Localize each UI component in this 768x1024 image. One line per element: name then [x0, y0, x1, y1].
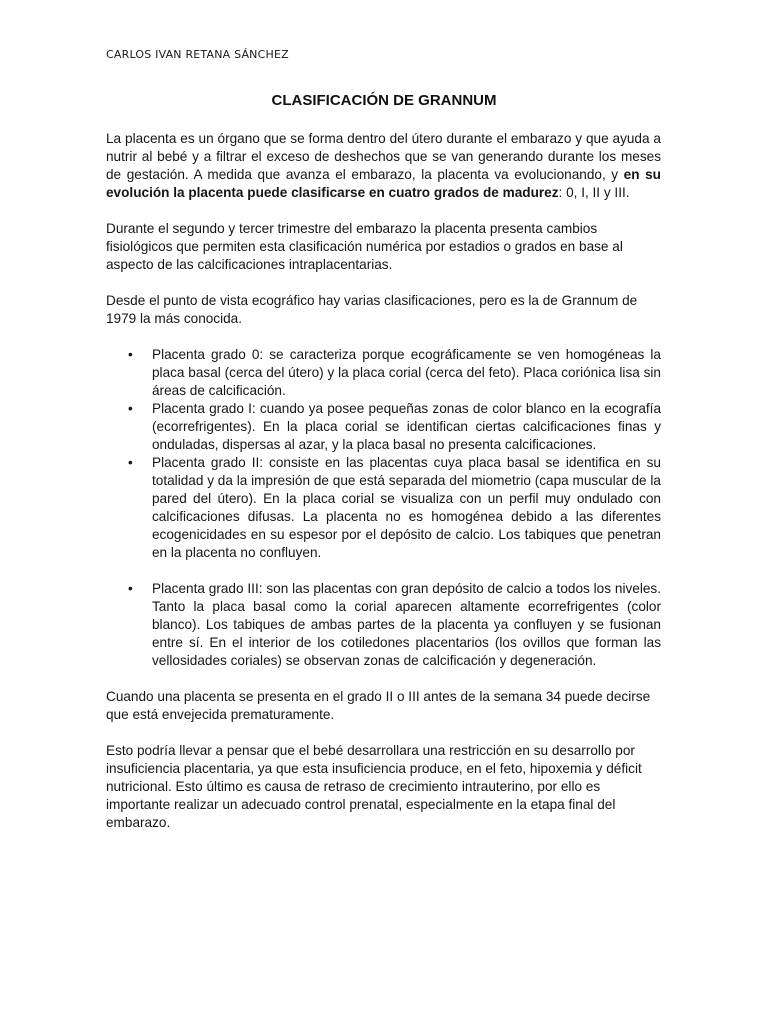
list-item-grade-1 — [128, 400, 661, 454]
document-body — [106, 130, 661, 850]
grade-2-text: Placenta grado II: consiste en las placentas cuya placa basal se identifica en su totalidad y da la impresión de que está separada del miometrio (capa muscular de la pared del útero). En la placa corial se visualiza con un perfil muy ondulado con calcificaciones difusas. La placenta no es homogénea debido a las diferentes ecogenicidades en su espesor por el depósito de calcio. Los tabiques que penetran en la placenta no confluyen. — [152, 455, 661, 560]
paragraph-grannum: Desde el punto de vista ecográfico hay varias clasificaciones, pero es la de Grannum de 1979 la más conocida. — [106, 293, 638, 326]
list-item-grade-0 — [128, 346, 661, 400]
paragraph-premature: Cuando una placenta se presenta en el grado II o III antes de la semana 34 puede decirse que está envejecida prematuramente. — [106, 689, 651, 722]
paragraph-insufficiency: Esto podría llevar a pensar que el bebé desarrollara una restricción en su desarrollo por insuficiencia placentaria, ya que esta insuficiencia produce, en el feto, hipoxemia y déficit nutricional. Esto último es causa de retraso de crecimiento intrauterino, por ello es importante realizar un adecuado control prenatal, especialmente en la etapa final del embarazo. — [106, 743, 642, 830]
paragraph-intro — [106, 130, 661, 202]
bullet-icon: • — [128, 401, 133, 416]
author-header: CARLOS IVAN RETANA SÁNCHEZ — [106, 48, 289, 61]
list-item-grade-3 — [128, 580, 661, 670]
bullet-icon: • — [128, 455, 133, 470]
grade-0-text: Placenta grado 0: se caracteriza porque ecográficamente se ven homogéneas la placa basal (cerca del útero) y la placa corial (cerca del feto). Placa coriónica lisa sin áreas de calcificación. — [152, 347, 661, 398]
paragraph-intro-bold: en su evolución la placenta puede clasificarse en cuatro grados de madurez — [106, 167, 661, 200]
bullet-icon: • — [128, 347, 133, 362]
paragraph-trimester: Durante el segundo y tercer trimestre del embarazo la placenta presenta cambios fisiológicos que permiten esta clasificación numérica por estadios o grados en base al aspecto de las calcificaciones intraplacentarias. — [106, 221, 623, 272]
document-title: CLASIFICACIÓN DE GRANNUM — [271, 92, 497, 109]
list-item-grade-2 — [128, 454, 661, 562]
bullet-icon: • — [128, 581, 133, 596]
grades-list — [106, 346, 661, 670]
paragraph-intro-end: : 0, I, II y III. — [558, 185, 630, 200]
grade-3-text: Placenta grado III: son las placentas con gran depósito de calcio a todos los niveles. Tanto la placa basal como la corial aparecen altamente ecorrefrigentes (color blanco). Los tabiques de ambas partes de la placenta ya confluyen y se fusionan entre sí. En el interior de los cotiledones placentarios (los ovillos que forman las vellosidades coriales) se observan zonas de calcificación y degeneración. — [152, 581, 661, 668]
grade-1-text: Placenta grado I: cuando ya posee pequeñas zonas de color blanco en la ecografía (ecorrefrigentes). En la placa corial se identifican ciertas calcificaciones finas y onduladas, dispersas al azar, y la placa basal no presenta calcificaciones. — [152, 401, 661, 452]
paragraph-intro-text: La placenta es un órgano que se forma dentro del útero durante el embarazo y que ayuda a nutrir al bebé y a filtrar el exceso de deshechos que se van generando durante los meses de gestación. A medida que avanza el embarazo, la placenta va evolucionando, y — [106, 131, 661, 182]
